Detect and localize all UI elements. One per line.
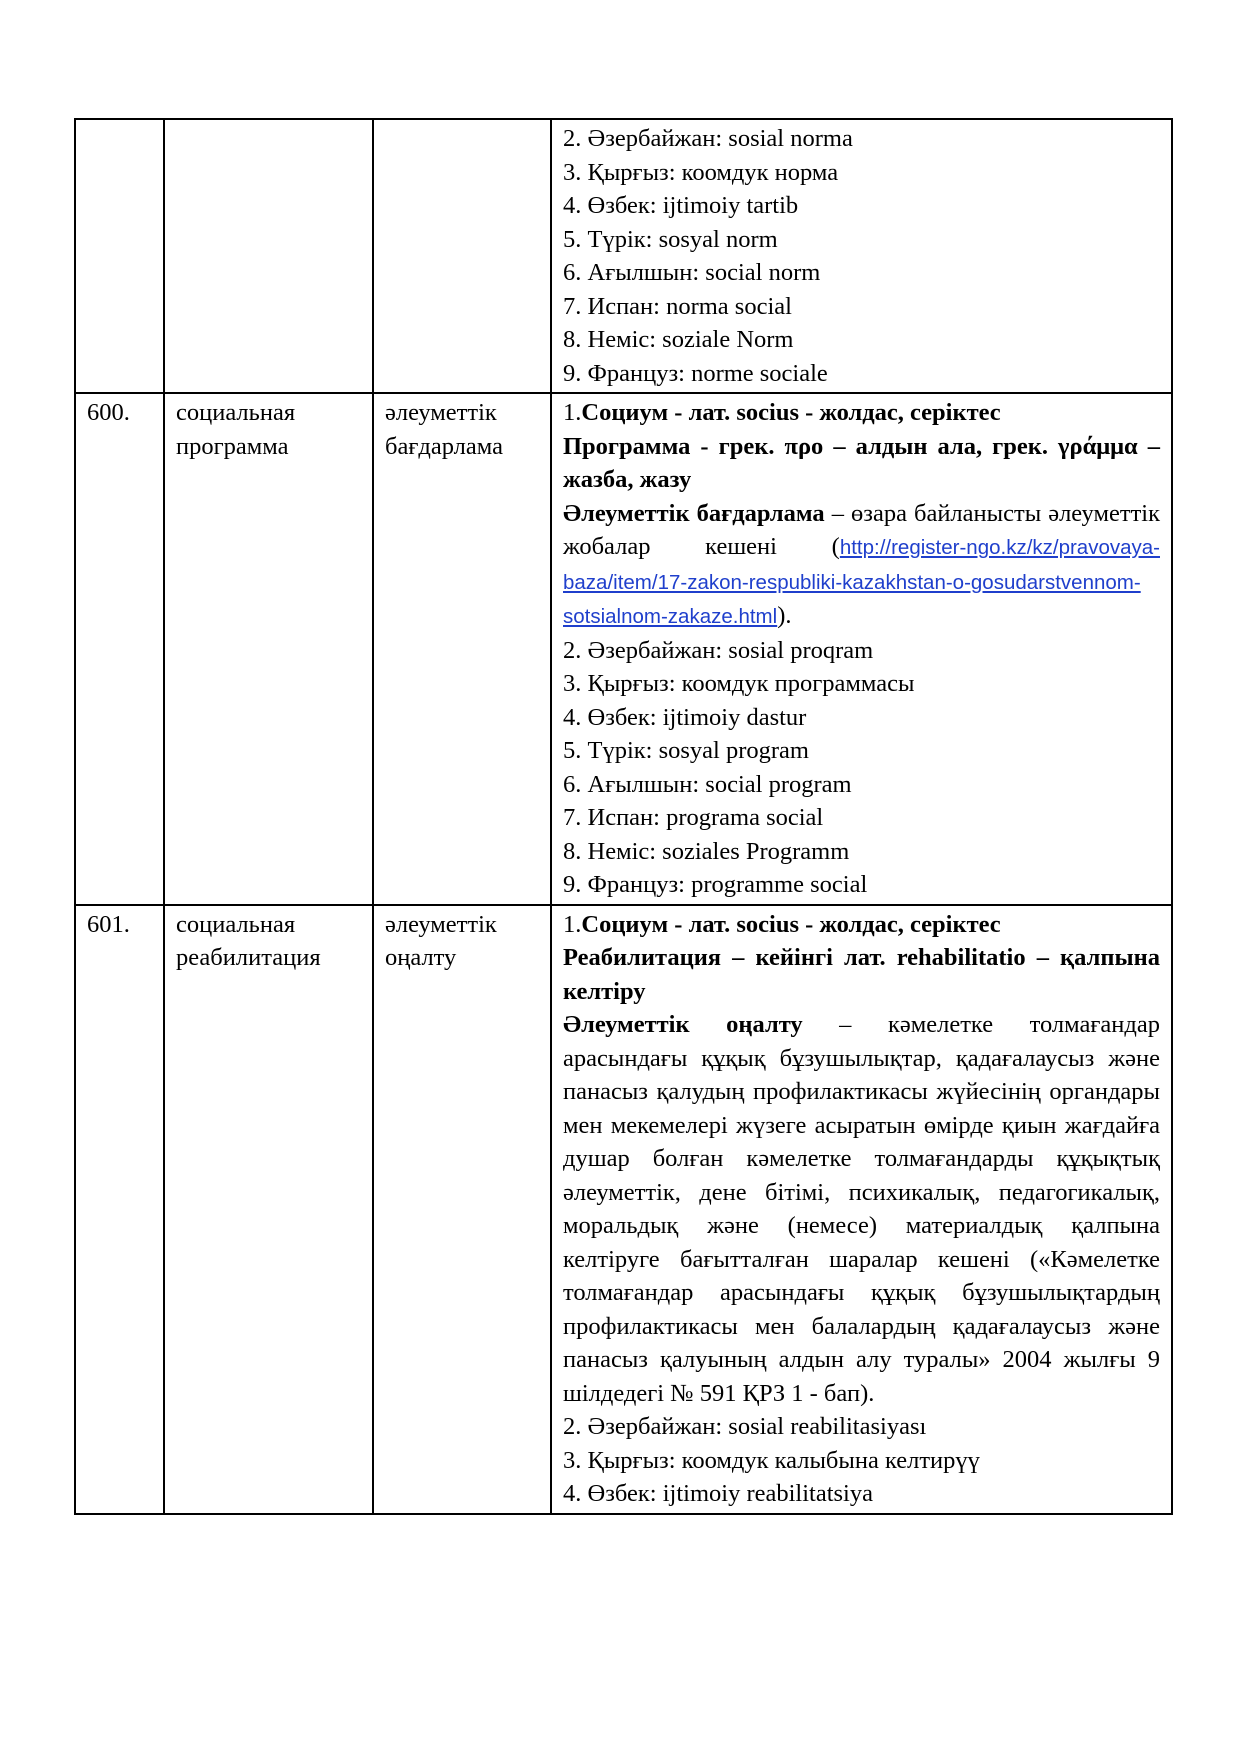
definition-text: – кәмелетке толмағандар арасындағы құқық бұзушылықтар, қадағалаусыз және панасыз қалудың профилактикасы жүйесінің органдары мен мекемелері жүзеге асыратын өмірде қиын жағдайға душар болған кәмелетке толмағандарды құқықтық әлеуметтік, дене бітімі, психикалық, педагогикалық, моральдық және (немесе) материалдық қалпына келтіруге бағытталған шаралар кешені («Кәмелетке толмағандар арасындағы құқық бұзушылықтардың профилактикасы мен балалардың қадағалаусыз және панасыз қалуының алдын алу туралы» 2004 жылғы 9 шілдедегі № 591 ҚРЗ 1 - бап). (563, 1011, 1160, 1407)
translation-line: 3. Қырғыз: коомдук норма (563, 158, 839, 186)
translation-line: 6. Ағылшын: social norm (563, 259, 821, 286)
etymology-line (563, 396, 1160, 430)
definition-end: ). (777, 602, 792, 629)
translation-line: 7. Испан: programa social (563, 804, 824, 831)
translation-line: 4. Өзбек: ijtimoiy tartib (563, 192, 799, 219)
entry-number: 601. (75, 905, 164, 1514)
translation-line: 5. Түрік: sosyal program (563, 737, 809, 764)
source-link[interactable]: http://register-ngo.kz/kz/pravovaya-baza/item/17-zakon-respubliki-kazakhstan-o-gosudarstvennom-sotsialnom-zakaze.html (563, 536, 1160, 628)
entry-description (551, 119, 1172, 393)
translation-line: 9. Француз: norme sociale (563, 359, 828, 387)
etymology-line (563, 908, 1160, 942)
definition-term: Әлеуметтік оңалту (563, 1011, 803, 1038)
entry-number (75, 119, 164, 393)
term-russian: социальная реабилитация (164, 905, 373, 1514)
table-row (75, 393, 1172, 905)
definition-paragraph (563, 497, 1160, 634)
etymology-lead: 1. (563, 399, 582, 426)
definition-term: Әлеуметтік бағдарлама (563, 499, 825, 527)
etymology-socium: Социум - лат. socius - жолдас, серіктес (581, 910, 1001, 938)
translation-line: 6. Ағылшын: social program (563, 770, 852, 798)
term-kazakh (373, 119, 551, 393)
translation-line: 4. Өзбек: ijtimoiy dastur (563, 703, 807, 731)
translation-line: 8. Неміс: soziale Norm (563, 326, 794, 353)
translation-line: 4. Өзбек: ijtimoiy reabilitatsiya (563, 1480, 873, 1507)
table-row (75, 905, 1172, 1514)
etymology-socium: Социум - лат. socius - жолдас, серіктес (581, 399, 1001, 426)
term-kazakh: әлеуметтік бағдарлама (373, 393, 551, 905)
translation-line: 7. Испан: norma social (563, 292, 792, 320)
glossary-table (74, 118, 1173, 1515)
term-russian (164, 119, 373, 393)
term-russian: социальная программа (164, 393, 373, 905)
etymology-lead: 1. (563, 910, 582, 938)
entry-number: 600. (75, 393, 164, 905)
translation-line: 3. Қырғыз: коомдук программасы (563, 670, 915, 697)
translation-line: 5. Түрік: sosyal norm (563, 225, 778, 253)
translation-line: 2. Әзербайжан: sosial proqram (563, 636, 874, 664)
translation-line: 2. Әзербайжан: sosial reabilitasiyası (563, 1413, 927, 1440)
etymology-program: Программа - грек. πρo – алдын ала, грек. γράμμα – жазба, жазу (563, 432, 1160, 493)
translation-line: 3. Қырғыз: коомдук калыбына келтирүү (563, 1446, 980, 1474)
etymology-rehabilitation: Реабилитация – кейінгі лат. rehabilitatio – қалпына келтіру (563, 944, 1160, 1005)
table-row (75, 119, 1172, 393)
translation-line: 2. Әзербайжан: sosial norma (563, 125, 853, 152)
definition-paragraph (563, 1008, 1160, 1410)
translation-line: 8. Неміс: soziales Programm (563, 837, 850, 865)
entry-description (551, 393, 1172, 905)
entry-description (551, 905, 1172, 1514)
term-kazakh: әлеуметтік оңалту (373, 905, 551, 1514)
definition-text: – өзара байланысты әлеуметтік жобалар кешені ( (563, 499, 1160, 560)
translation-line: 9. Француз: programme social (563, 871, 868, 898)
